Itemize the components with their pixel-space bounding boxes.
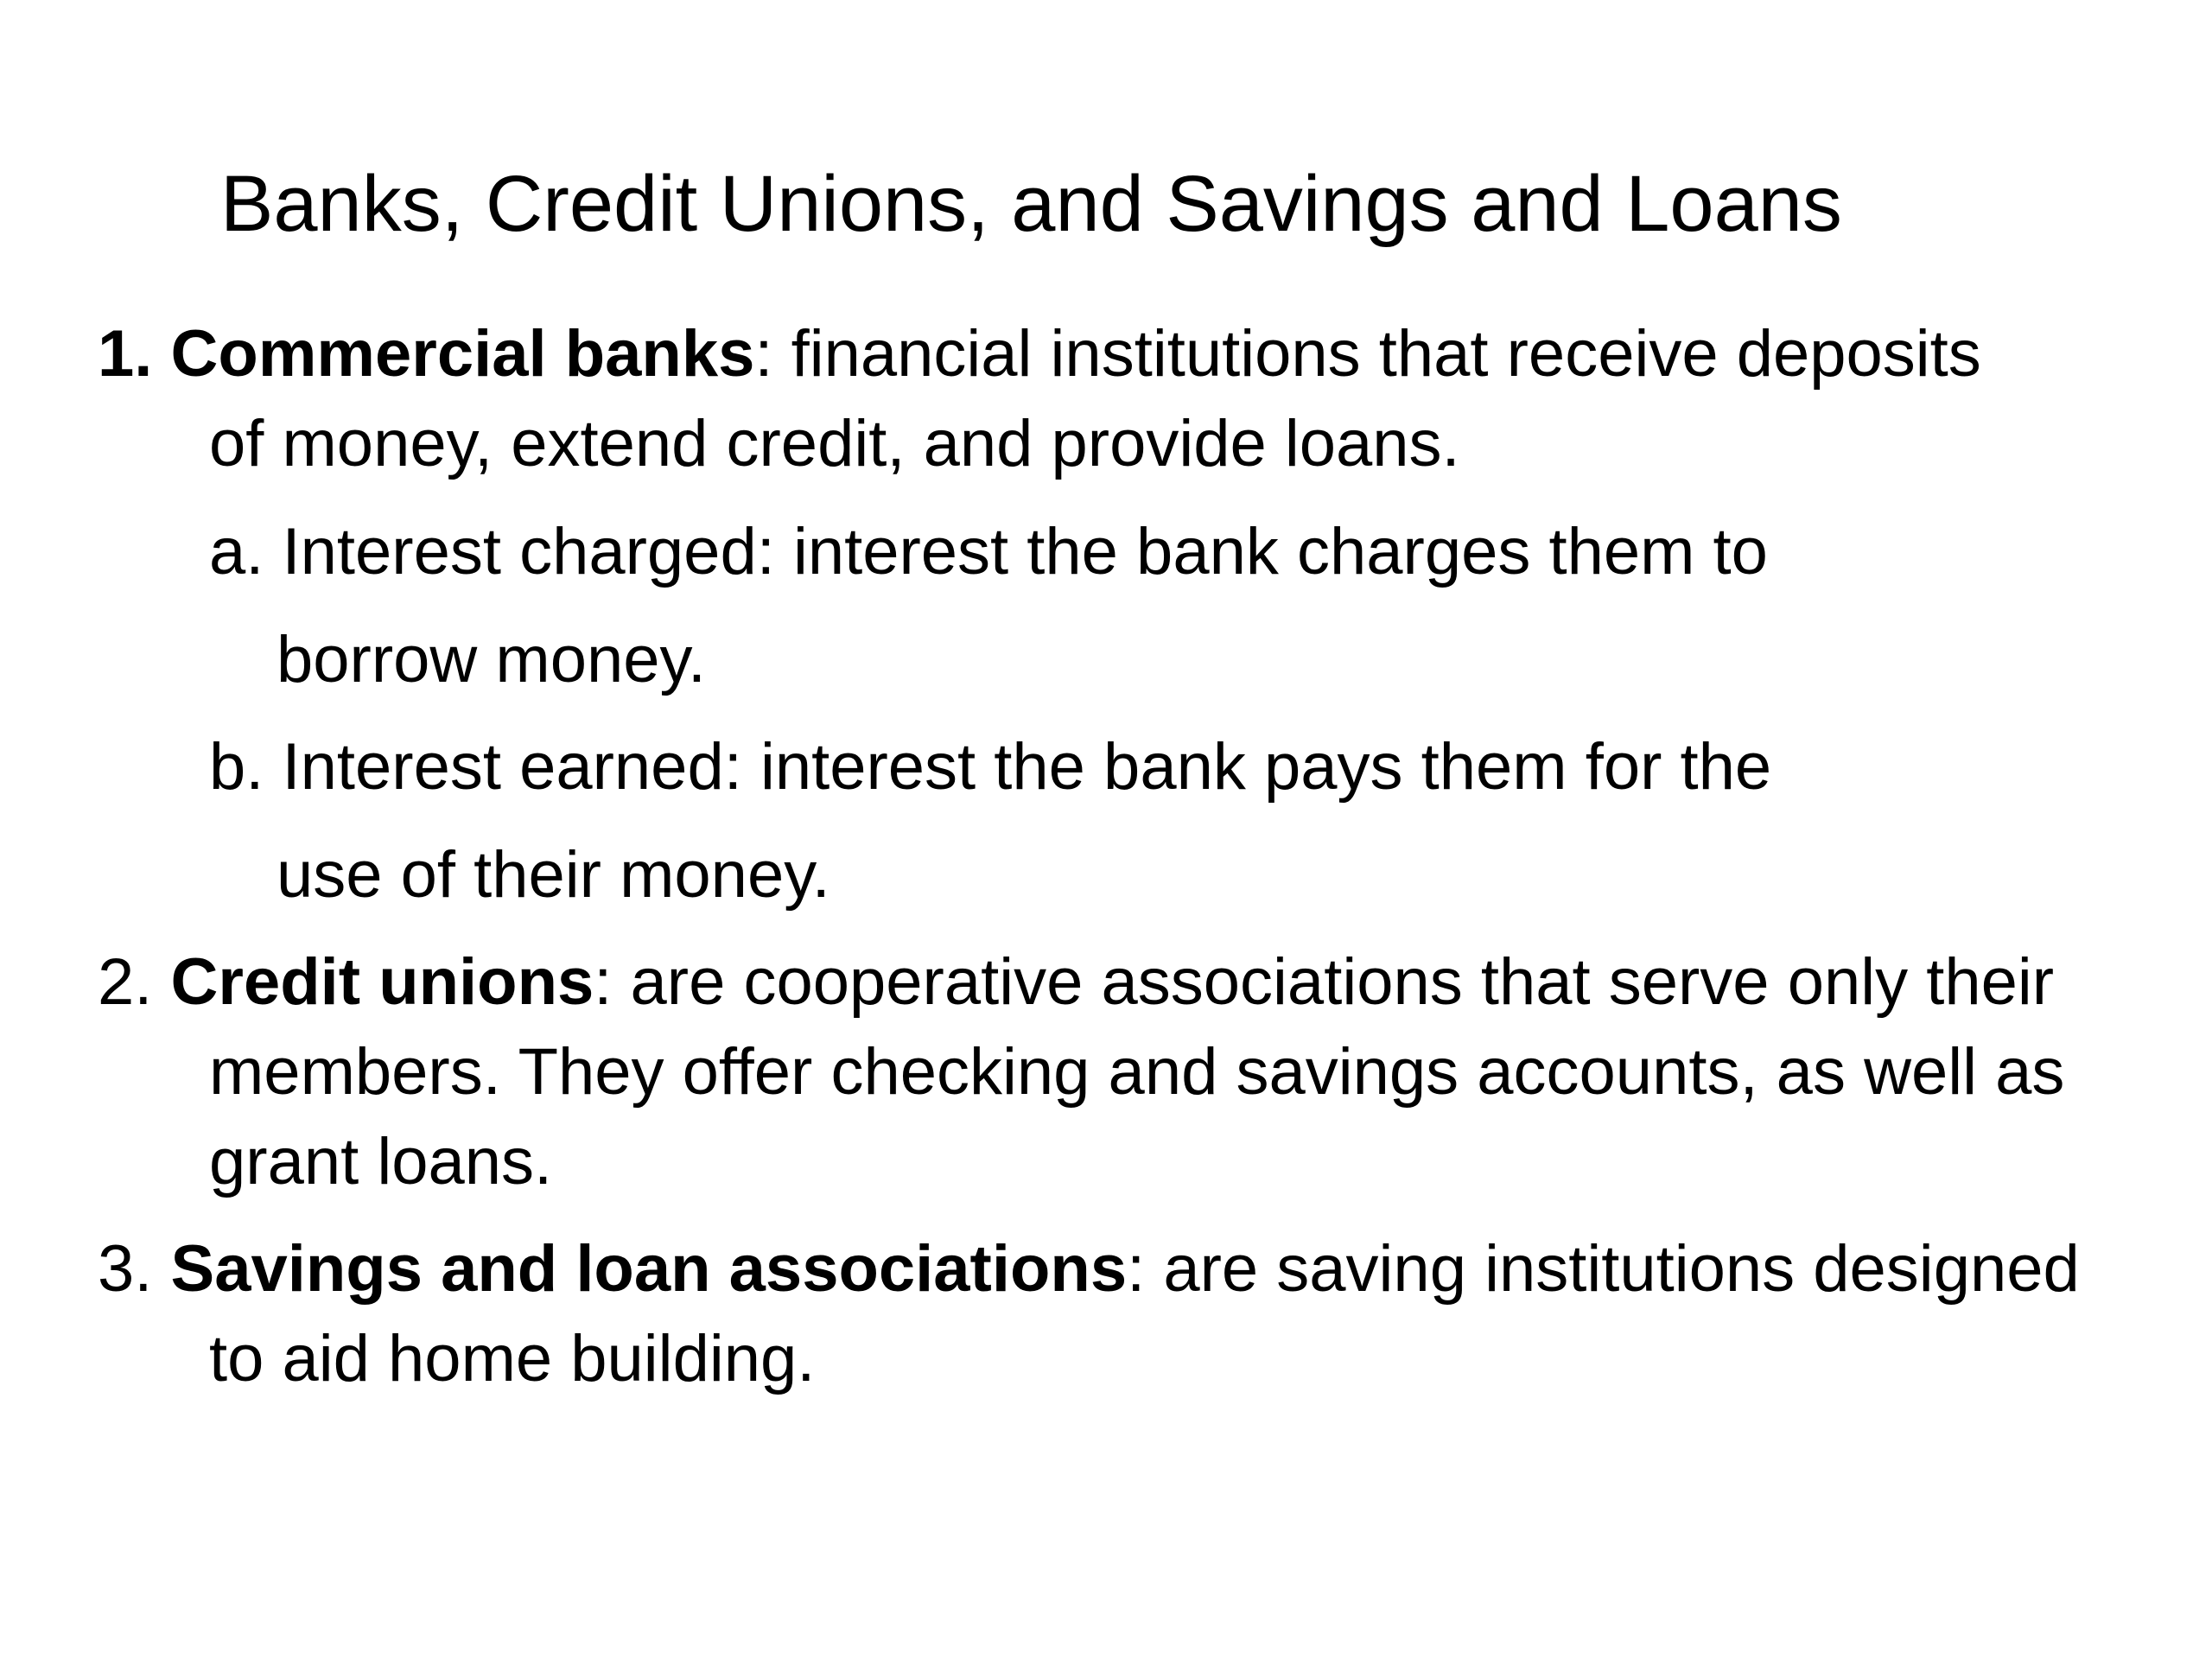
item-3-line-2: to aid home building.: [209, 1322, 816, 1395]
item-2-definition-line-1: : are cooperative associations that serve only their: [594, 945, 2055, 1019]
item-1-line-2: of money, extend credit, and provide loans.: [209, 407, 1460, 480]
item-1-term: Commercial banks: [170, 317, 755, 391]
item-2-term: Credit unions: [170, 945, 594, 1019]
item-1-number: 1.: [98, 317, 153, 391]
subitem-a-line-1: a. Interest charged: interest the bank charges them to: [209, 515, 1768, 588]
item-3-term: Savings and loan associations: [170, 1232, 1128, 1306]
subitem-b-line-2: use of their money.: [276, 838, 830, 912]
item-2-line-2: members. They offer checking and savings accounts, as well as: [209, 1035, 2065, 1109]
item-2-line-1: [98, 945, 2055, 1019]
item-3-number: 3.: [98, 1232, 153, 1306]
slide-title: Banks, Credit Unions, and Savings and Loans: [220, 160, 1842, 248]
item-1-definition-line-1: : financial institutions that receive deposits: [754, 317, 1981, 391]
item-2-line-3: grant loans.: [209, 1125, 553, 1198]
subitem-b-line-1: b. Interest earned: interest the bank pays them for the: [209, 730, 1772, 804]
item-1-line-1: [98, 317, 1981, 391]
item-3-definition-line-1: : are saving institutions designed: [1127, 1232, 2080, 1306]
item-2-number: 2.: [98, 945, 153, 1019]
subitem-a-line-2: borrow money.: [276, 623, 707, 696]
item-3-line-1: [98, 1232, 2080, 1306]
